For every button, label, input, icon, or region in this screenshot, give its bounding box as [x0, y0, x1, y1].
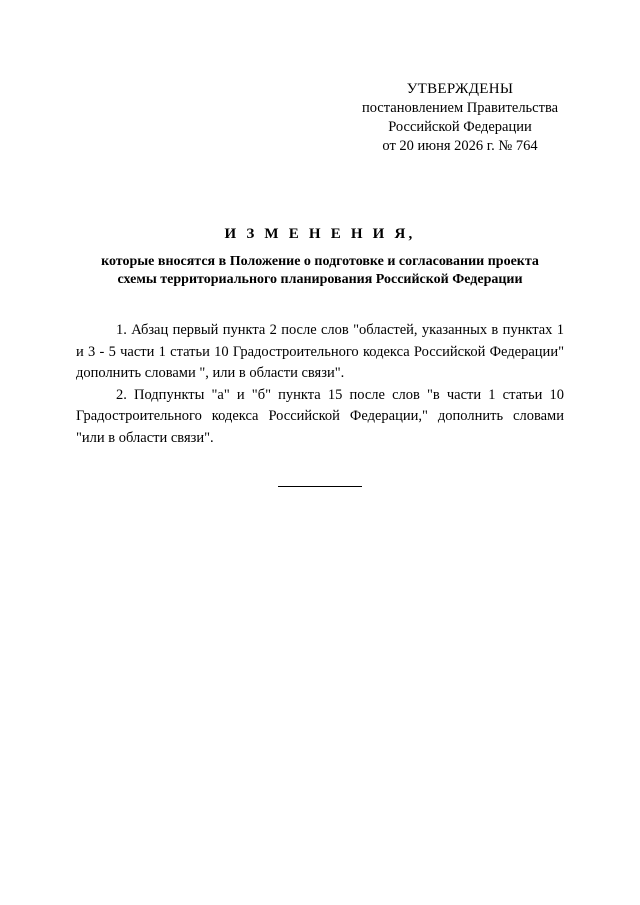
amendment-item-2: 2. Подпункты "а" и "б" пункта 15 после слов "в части 1 статьи 10 Градостроительного кодекса Российской Федерации," дополнить словами "или в области связи". [76, 386, 564, 446]
approval-block [340, 80, 580, 156]
document-subtitle-line: схемы территориального планирования Российской Федерации [117, 272, 523, 287]
approval-line-authority: Российской Федерации [388, 119, 532, 135]
end-of-document-rule [278, 486, 362, 487]
amendment-item-1: 1. Абзац первый пункта 2 после слов "областей, указанных в пунктах 1 и 3 - 5 части 1 статьи 10 Градостроительного кодекса Российской Федерации" дополнить словами ", или в области связи". [76, 322, 564, 381]
document-body [76, 320, 564, 449]
approval-line-decree: постановлением Правительства [361, 100, 559, 116]
document-subtitle-line: которые вносятся в Положение о подготовке и согласовании проекта [101, 254, 539, 269]
document-subtitle [70, 253, 570, 289]
document-title: И З М Е Н Е Н И Я, [224, 226, 416, 242]
approval-line-date-number: от 20 июня 2026 г. № 764 [382, 138, 538, 154]
document-heading [70, 226, 570, 289]
approval-title: УТВЕРЖДЕНЫ [406, 81, 514, 97]
